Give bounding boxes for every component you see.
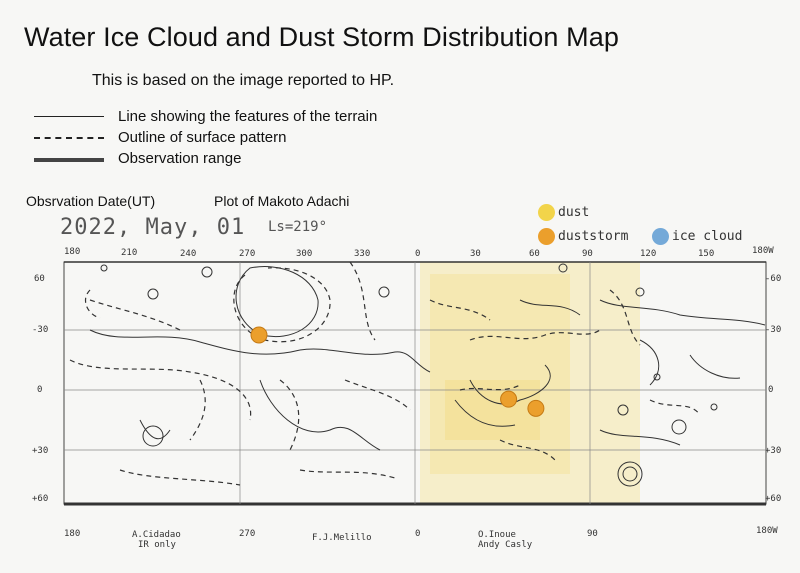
bottom-lon-label: 180W (756, 526, 778, 536)
left-lat-label: +30 (32, 446, 49, 456)
page-title: Water Ice Cloud and Dust Storm Distribution Map (24, 22, 619, 52)
top-lon-label: 90 (582, 249, 593, 259)
top-lon-label: 180W (752, 246, 774, 256)
graticule (64, 262, 766, 504)
top-lon-label: 150 (698, 249, 715, 259)
key-label: duststorm (558, 229, 629, 244)
legend-label: Observation range (118, 150, 242, 167)
left-lat-label: -30 (32, 325, 49, 335)
legend-label: Outline of surface pattern (118, 129, 287, 146)
top-lon-label: 330 (354, 249, 371, 259)
left-lat-label: 60 (34, 274, 45, 284)
key-label: ice cloud (672, 229, 743, 244)
right-lat-label: -30 (765, 325, 782, 335)
top-lon-label: 120 (640, 249, 657, 259)
right-lat-label: +60 (765, 494, 782, 504)
observation-shade (420, 262, 640, 504)
credit-name: F.J.Melillo (312, 533, 372, 543)
top-lon-label: 210 (121, 248, 138, 258)
bottom-lon-label: 180 (64, 529, 81, 539)
left-lat-label: +60 (32, 494, 49, 504)
observation-date-value: 2022, May, 01 (60, 215, 246, 240)
right-lat-label: 0 (768, 385, 774, 395)
top-lon-label: 300 (296, 249, 313, 259)
bottom-lon-label: 90 (587, 529, 598, 539)
solar-longitude-value: Ls=219° (268, 219, 328, 235)
legend-label: Line showing the features of the terrain (118, 108, 378, 125)
duststorm-marker (528, 400, 544, 416)
top-lon-label: 60 (529, 249, 540, 259)
top-lon-label: 30 (470, 249, 481, 259)
credit-note: IR only (138, 540, 176, 550)
right-lat-label: +30 (765, 446, 782, 456)
plotter-label: Plot of Makoto Adachi (214, 193, 350, 209)
duststorm-marker (251, 327, 267, 343)
key-label: dust (558, 205, 590, 220)
top-lon-label: 0 (415, 249, 421, 259)
top-lon-label: 240 (180, 249, 197, 259)
top-lon-label: 270 (239, 249, 256, 259)
right-lat-label: -60 (765, 274, 782, 284)
credit-name: O.Inoue (478, 530, 516, 540)
observation-date-label: Obsrvation Date(UT) (26, 193, 156, 209)
credit-name: A.Cidadao (132, 530, 181, 540)
left-lat-label: 0 (37, 385, 43, 395)
bottom-lon-label: 270 (239, 529, 256, 539)
credit-note: Andy Casly (478, 540, 533, 550)
top-lon-label: 180 (64, 247, 81, 257)
page-subtitle: This is based on the image reported to HP. (92, 72, 395, 89)
duststorm-marker (501, 391, 517, 407)
bottom-lon-label: 0 (415, 529, 421, 539)
